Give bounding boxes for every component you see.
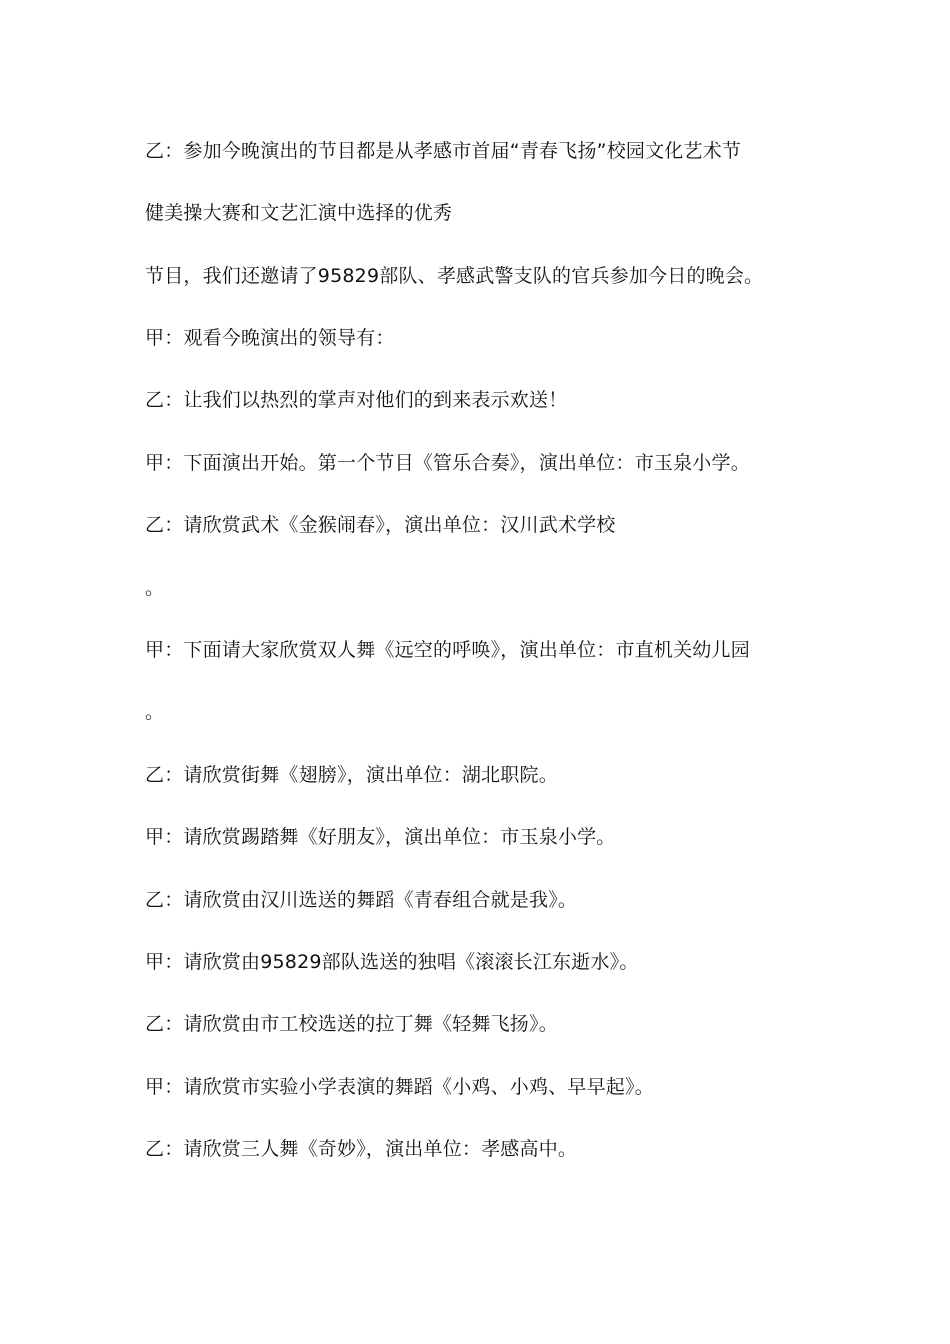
text-line-3: 节目，我们还邀请了95829部队、孝感武警支队的官兵参加今日的晚会。 bbox=[145, 265, 764, 287]
text-line-12: 甲：请欣赏踢踏舞《好朋友》，演出单位：市玉泉小学。 bbox=[145, 826, 616, 848]
text-line-11: 乙：请欣赏街舞《翅膀》，演出单位：湖北职院。 bbox=[145, 764, 558, 786]
text-line-17: 乙：请欣赏三人舞《奇妙》，演出单位：孝感高中。 bbox=[145, 1138, 578, 1160]
text-line-6: 甲：下面演出开始。第一个节目《管乐合奏》，演出单位：市玉泉小学。 bbox=[145, 452, 750, 474]
text-line-1: 乙：参加今晚演出的节目都是从孝感市首届“青春飞扬”校园文化艺术节 bbox=[145, 140, 742, 162]
text-line-2: 健美操大赛和文艺汇演中选择的优秀 bbox=[145, 202, 453, 224]
text-line-4: 甲：观看今晚演出的领导有： bbox=[145, 327, 395, 349]
text-line-15: 乙：请欣赏由市工校选送的拉丁舞《轻舞飞扬》。 bbox=[145, 1013, 558, 1035]
text-line-5: 乙：让我们以热烈的掌声对他们的到来表示欢送！ bbox=[145, 389, 568, 411]
text-line-9: 甲：下面请大家欣赏双人舞《远空的呼唤》，演出单位：市直机关幼儿园 bbox=[145, 639, 750, 661]
text-line-16: 甲：请欣赏市实验小学表演的舞蹈《小鸡、小鸡、早早起》。 bbox=[145, 1076, 654, 1098]
text-line-8: 。 bbox=[145, 577, 165, 599]
text-line-7: 乙：请欣赏武术《金猴闹春》，演出单位：汉川武术学校 bbox=[145, 514, 616, 536]
text-line-14: 甲：请欣赏由95829部队选送的独唱《滚滚长江东逝水》。 bbox=[145, 951, 639, 973]
text-line-13: 乙：请欣赏由汉川选送的舞蹈《青春组合就是我》。 bbox=[145, 889, 578, 911]
text-line-10: 。 bbox=[145, 701, 165, 723]
